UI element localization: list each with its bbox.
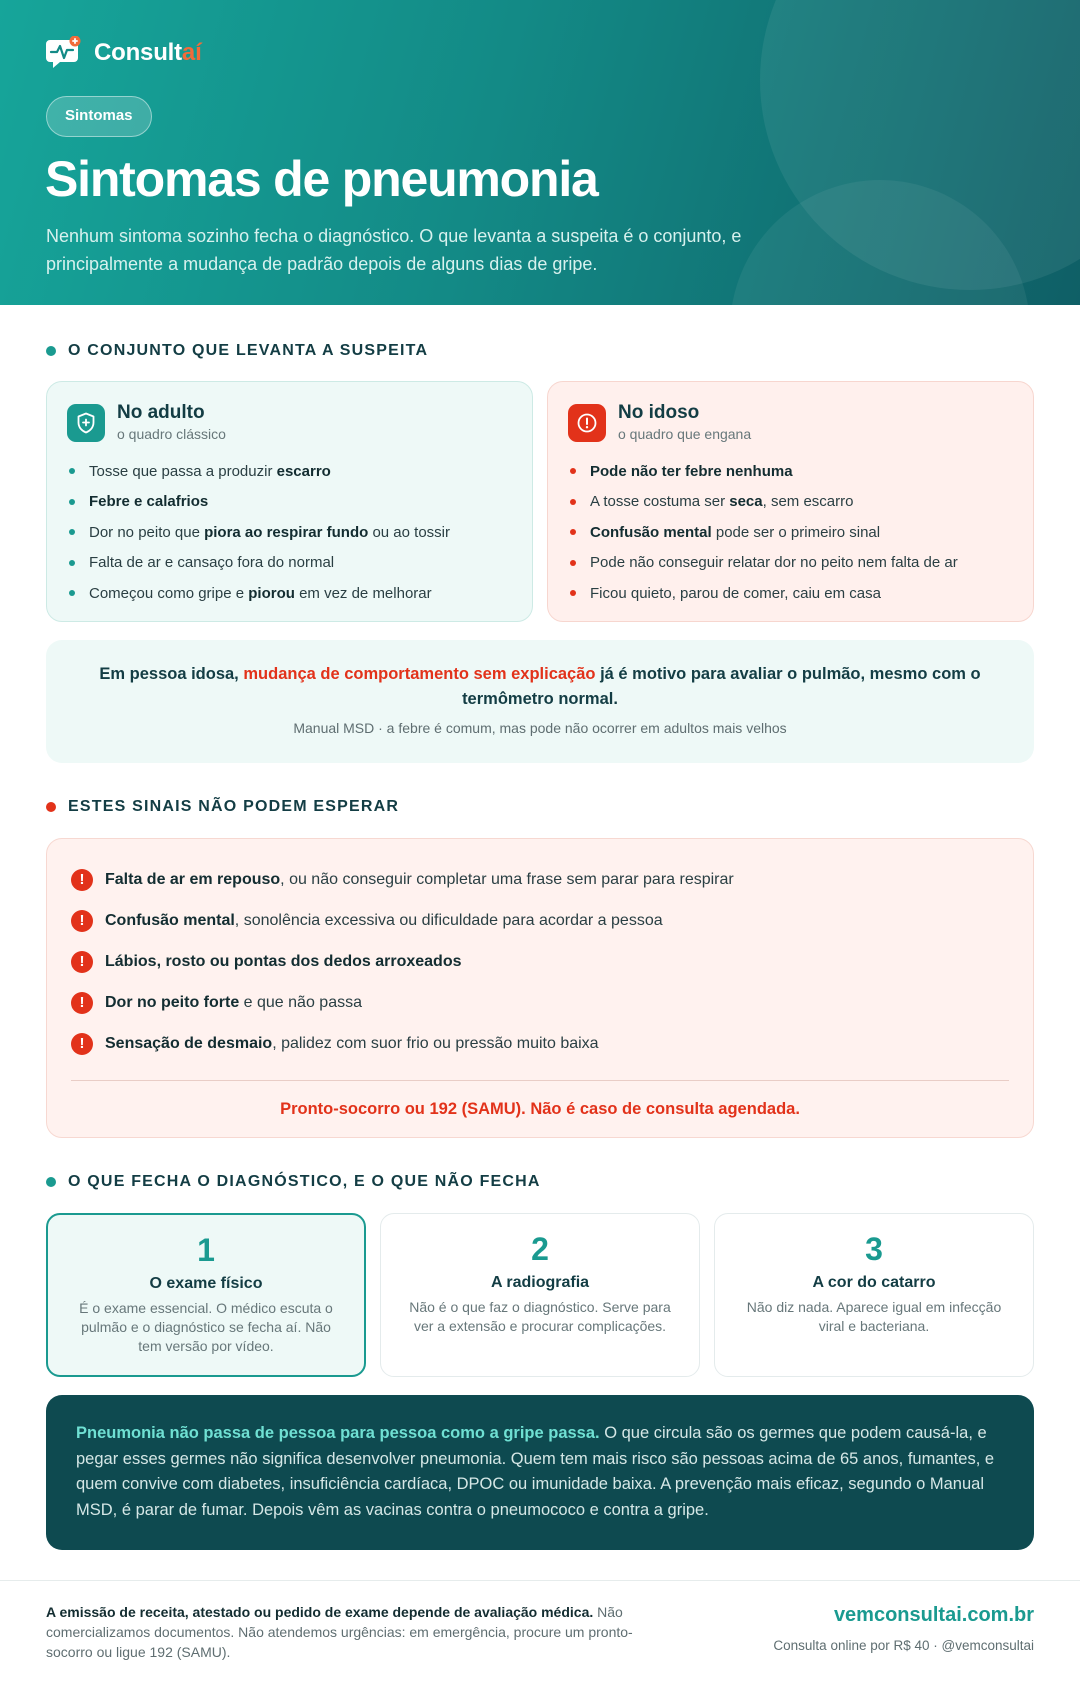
step-title: A cor do catarro (812, 1274, 936, 1291)
list-item: Ficou quieto, parou de comer, caiu em casa (568, 578, 1013, 609)
page-title: Sintomas de pneumonia (45, 151, 598, 207)
section-heading-suspicion: O CONJUNTO QUE LEVANTA A SUSPEITA (46, 342, 428, 360)
callout-source-note: Manual MSD · a febre é comum, mas pode não ocorrer em adultos mais velhos (293, 720, 787, 736)
list-item: Febre e calafrios (67, 487, 512, 518)
chat-heartbeat-icon (46, 36, 82, 70)
warning-item: ! Confusão mental, sonolência excessiva ou dificuldade para acordar a pessoa (71, 900, 1009, 941)
alert-circle-icon (568, 404, 606, 442)
step-number: 3 (865, 1231, 883, 1267)
elder-symptoms-card (547, 381, 1034, 622)
elder-symptom-list (568, 456, 1013, 609)
step-title: O exame físico (149, 1275, 263, 1292)
warning-item: ! Lábios, rosto ou pontas dos dedos arroxeados (71, 941, 1009, 982)
emergency-cta: Pronto-socorro ou 192 (SAMU). Não é caso de consulta agendada. (280, 1100, 800, 1118)
step-card-sputum-color[interactable] (714, 1213, 1034, 1377)
hero-header (0, 0, 1080, 305)
list-item: Confusão mental pode ser o primeiro sinal (568, 517, 1013, 548)
list-item: Falta de ar e cansaço fora do normal (67, 548, 512, 579)
page-lead: Nenhum sintoma sozinho fecha o diagnóstico. O que levanta a suspeita é o conjunto, e principalmente a mudança de padrão depois de alguns dias de gripe. (46, 226, 742, 274)
warning-item: ! Falta de ar em repouso, ou não conseguir completar uma frase sem parar para respirar (71, 859, 1009, 900)
website-link[interactable]: vemconsultai.com.br (833, 1604, 1034, 1626)
exclamation-icon: ! (71, 1033, 93, 1055)
warning-item: ! Sensação de desmaio, palidez com suor frio ou pressão muito baixa (71, 1023, 1009, 1064)
adult-symptom-list (67, 456, 512, 609)
step-card-radiography[interactable] (380, 1213, 700, 1377)
footer-divider (0, 1580, 1080, 1581)
card-title: No idoso (618, 402, 700, 423)
card-subtitle: o quadro clássico (117, 426, 226, 442)
card-title: No adulto (117, 402, 205, 423)
brand-logo[interactable] (46, 36, 202, 70)
brand-name: Consultaí (94, 39, 202, 66)
exclamation-icon: ! (71, 910, 93, 932)
list-item: Dor no peito que piora ao respirar fundo ou ao tossir (67, 517, 512, 548)
section-dot-icon (46, 346, 56, 356)
section-heading-warning-signs: ESTES SINAIS NÃO PODEM ESPERAR (46, 798, 399, 816)
list-item: Pode não conseguir relatar dor no peito nem falta de ar (568, 548, 1013, 579)
exclamation-icon: ! (71, 992, 93, 1014)
step-description: É o exame essencial. O médico escuta o pulmão e o diagnóstico se fecha aí. Não tem versão por vídeo. (79, 1300, 333, 1354)
shield-plus-icon (67, 404, 105, 442)
step-description: Não diz nada. Aparece igual em infecção viral e bacteriana. (746, 1299, 1002, 1334)
step-description: Não é o que faz o diagnóstico. Serve para ver a extensão e procurar complicações. (409, 1299, 671, 1334)
step-number: 2 (531, 1231, 549, 1267)
step-card-physical-exam[interactable] (46, 1213, 366, 1377)
info-text: O que circula são os germes que podem causá-la, e pegar esses germes não significa desenvolver pneumonia. Quem tem mais risco são pessoas acima de 65 anos, fumantes, e quem convive com diabetes, insuficiência cardíaca, DPOC ou imunidade baixa. A prevenção mais eficaz, segundo o Manual MSD, é parar de fumar. Depois vêm as vacinas contra o pneumococo e contra a gripe. (76, 1424, 995, 1519)
contagion-info-box (46, 1395, 1034, 1550)
list-item: Tosse que passa a produzir escarro (67, 456, 512, 487)
warning-item: ! Dor no peito forte e que não passa (71, 982, 1009, 1023)
section-dot-icon (46, 802, 56, 812)
elderly-callout (46, 640, 1034, 763)
step-title: A radiografia (490, 1274, 590, 1291)
category-tag[interactable]: Sintomas (46, 96, 152, 137)
list-item: Pode não ter febre nenhuma (568, 456, 1013, 487)
step-number: 1 (197, 1232, 215, 1268)
info-highlight: Pneumonia não passa de pessoa para pessoa como a gripe passa. (76, 1424, 600, 1442)
exclamation-icon: ! (71, 869, 93, 891)
exclamation-icon: ! (71, 951, 93, 973)
list-item: A tosse costuma ser seca, sem escarro (568, 487, 1013, 518)
warning-signs-box (46, 838, 1034, 1138)
card-subtitle: o quadro que engana (618, 426, 752, 442)
divider (71, 1080, 1009, 1081)
callout-text: Em pessoa idosa, mudança de comportamento sem explicação já é motivo para avaliar o pulmão, mesmo com o termômetro normal. (99, 665, 981, 708)
footer-disclaimer: A emissão de receita, atestado ou pedido de exame depende de avaliação médica. Não comercializamos documentos. Não atendemos urgências: em emergência, procure um pronto-socorro ou ligue 192 (SAMU). (46, 1604, 633, 1660)
website-subtitle: Consulta online por R$ 40 · @vemconsultai (773, 1638, 1034, 1653)
section-dot-icon (46, 1177, 56, 1187)
section-heading-diagnosis: O QUE FECHA O DIAGNÓSTICO, E O QUE NÃO FECHA (46, 1173, 541, 1191)
adult-symptoms-card (46, 381, 533, 622)
list-item: Começou como gripe e piorou em vez de melhorar (67, 578, 512, 609)
